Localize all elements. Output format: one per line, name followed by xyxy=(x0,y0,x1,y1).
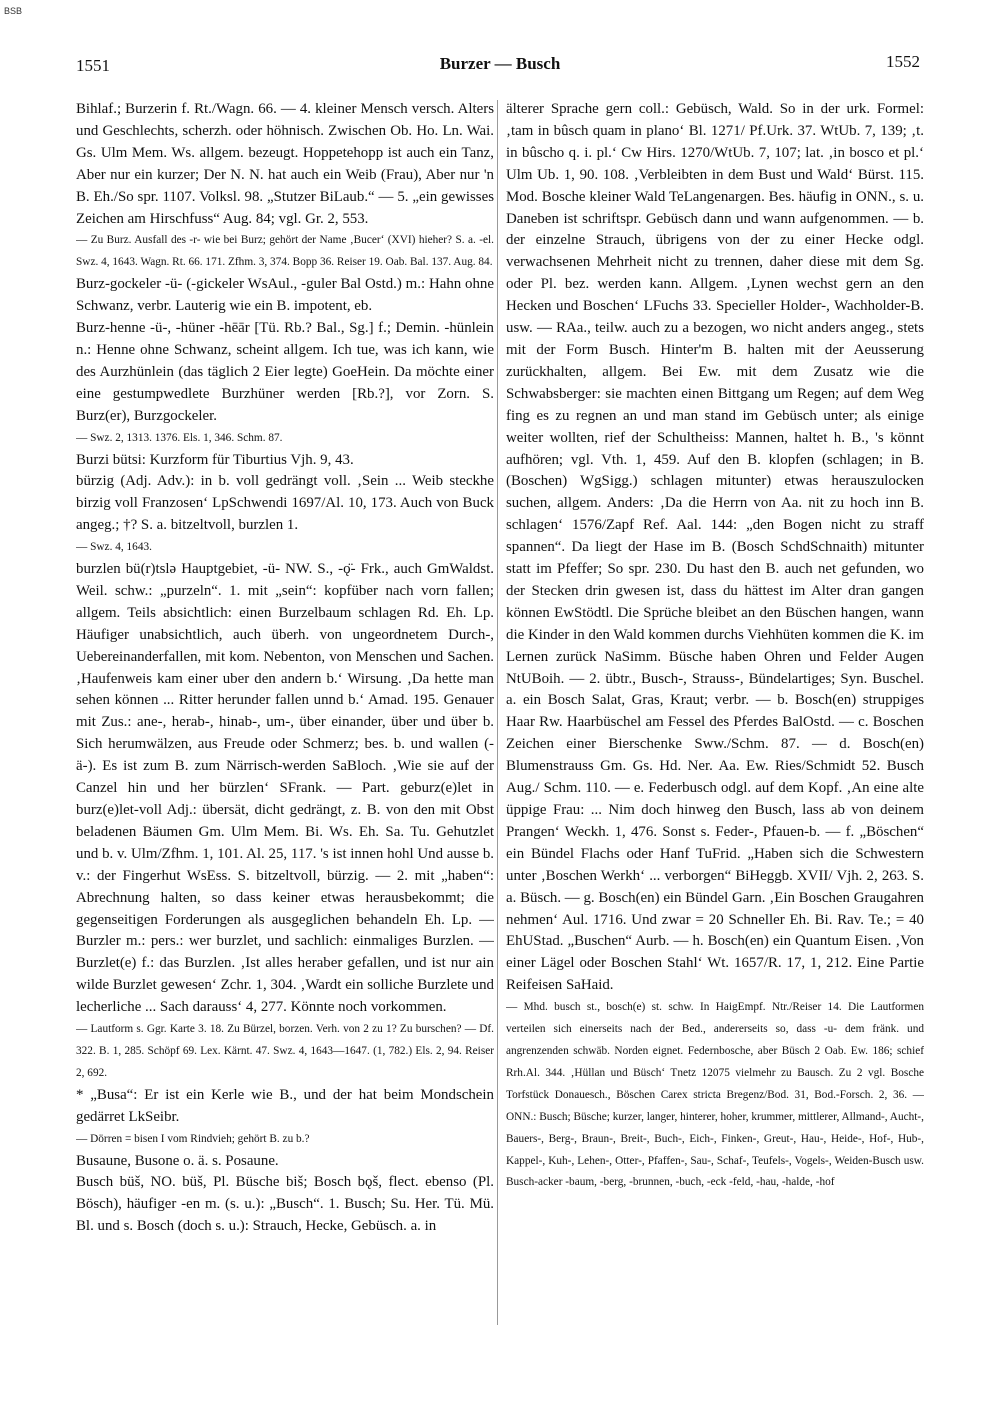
dictionary-paragraph: älterer Sprache gern coll.: Gebüsch, Wald. So in der urk. Formel: ‚tam in bûsch quam in plano‘ Bl. 1271/ Pf.Urk. 37. WtUb. 7, 139; ‚t. in bûscho q. i. pl.‘ Cw Hirs. 1270/WtUb. 7, 107; lat. ‚in bosco et pl.‘ Ulm Ub. 1, 90. 108. ‚Verbleibten in dem Bust und Wald‘ Bürst. 115. Mod. Bosche kleiner Wald TeLangenargen. Bes. häufig in ONN., s. u. Daneben ist schriftspr. Gebüsch dann und wann aufgenommen. — b. der einzelne Strauch, übrigens von der zu einer Hecke odgl. verwachsenen Mehrheit nicht zu trennen, daher diese mit dem Sg. oder Pl. bez. werden kann. Allgem. ‚Lynen wechst gern an den Hecken und Boschen‘ LFuchs 33. Specieller Holder-, Wachholder-B. usw. — RAa., teilw. auch zu a bezogen, wo nicht anders angeg., stets mit der Form Busch. Hinter'm B. halten mit der Aeusserung zurückhalten, allgem. Bei Ew. mit dem Zusatz wie die Schwabsberger: sie machten einen Bittgang um Regen; auf dem Weg fing es zu regnen an und man stand im Gebüsch unter; als einige weiter wollten, rief der Schultheiss: Mannen, haltet h. B., 's könnt aufhören; vgl. Vth. 1, 459. Auf den B. klopfen (schlagen; in B. (Boschen) WgSigg.) schlagen mitunter) etwas herauszulocken suchen, allgem. Anders: ‚Da die Herrn von Aa. nit zu hoch inn B. schlagen‘ 1576/Zapf Ref. Aal. 144: „den Bogen nicht zu straff spannen“. Da liegt der Hase im B. (Bosch SchdSchnaith) mitunter statt im Pfeffer; So spr. 230. Du hast den B. auch net gefunden, wo der Stecken drin gwesen ist, dass du hättest im Alter dran gangen können EwStödtl. Die Sprüche bleibet an den Büschen hangen, wann die Kinder in den Wald kommen durchs Viehhüten kommen die K. im Lernen zurück NaSimm. Büsche haben Ohren und Felder Augen NtUBoih. — 2. übtr., Busch-, Strauss-, Bündelartiges; Syn. Buschel. a. ein Bosch Salat, Gras, Kraut; verbr. — b. Bosch(en) struppiges Haar Rw. Haarbüschel am Fessel des Pferdes BalOstd. — c. Boschen Zeichen einer Bierschenke Sww./Schm. 87. — d. Bosch(en) Blumenstrauss Gm. Gs. Hd. Ner. Aa. Ew. Ries/Schmidt 52. Busch Aug./ Schm. 110. — e. Federbusch odgl. auf dem Kopf. ‚An eine alte üppige Frau: ... Nim doch hinweg den Busch, lass ab von deinem Prangen‘ Weckh. 1, 476. Sonst s. Feder-, Pfauen-b. — f. „Böschen“ ein Bündel Flachs oder Hanf TuFrid. „Haben sich die Schwestern unter ‚Boschen Werkh‘ ... verborgen“ BiHeggb. XVII/ Vjh. 2, 263. S. a. Büsch. — g. Bosch(en) ein Bündel Garn. ‚Ein Boschen Graugahren nehmen‘ Aul. 1716. Und zwar = 20 Schneller Eh. Bi. Rav. Te.; = 40 EhUStad. „Buschen“ Aurb. — h. Bosch(en) ein Quantum Eisen. ‚Von einer Lägel oder Boschen Stahl‘ Wt. 1657/R. 17, 1, 212. Eine Partie Reifeisen SaHaid. xyxy=(506,101,924,994)
dictionary-paragraph: Burz-henne -ü-, -hüner -hēār [Tü. Rb.? Bal., Sg.] f.; Demin. -hünlein n.: Henne ohne Schwanz, scheint allgem. Ich tue, was ich kann, wie des Aurzhünlein (das täglich 2 Eier legte) GoeHein. Da möchte einer eine gestumpwedlete Burzhüner werden [Rb.?], vor Zorn. S. Burz(er), Burzgockeler. xyxy=(76,320,494,424)
dictionary-paragraph: Burz-gockeler -ü- (-gickeler WsAul., -guler Bal Ostd.) m.: Hahn ohne Schwanz, verbr. Lauterig wie ein B. impotent, eb. xyxy=(76,276,494,315)
dictionary-paragraph: Busch büš, NO. büš, Pl. Büsche biš; Bosch bǫš, flect. ebenso (Pl. Bösch), häufiger -en m. (s. u.): „Busch“. 1. Busch; Su. Her. Tü. Mü. Bl. und s. Bosch (doch s. u.): Strauch, Hecke, Gebüsch. a. in xyxy=(76,1174,494,1235)
page-number-left: 1551 xyxy=(76,56,110,75)
column-divider xyxy=(497,100,498,1325)
dictionary-paragraph: — Lautform s. Ggr. Karte 3. 18. Zu Bürzel, borzen. Verh. von 2 zu 1? Zu burschen? — Df. 322. B. 1, 285. Schöpf 69. Lex. Kärnt. 47. Swz. 4, 1643—1647. (1, 782.) Els. 2, 94. Reiser 2, 692. xyxy=(76,1023,494,1079)
left-column xyxy=(76,99,494,1324)
dictionary-paragraph: Busaune, Busone o. ä. s. Posaune. xyxy=(76,1152,279,1169)
dictionary-paragraph: Burzi bütsi: Kurzform für Tiburtius Vjh. 9, 43. xyxy=(76,451,354,468)
dictionary-paragraph: Bihlaf.; Burzerin f. Rt./Wagn. 66. — 4. kleiner Mensch versch. Alters und Geschlechts, scherzh. oder höhnisch. Zwischen Ob. Ho. Ln. Wai. Gs. Ulm Mem. Ws. allgem. bezeugt. Hoppetehopp ist auch ein Tanz, Aber nur ein kurzer; Der N. N. hat auch ein Weib (Frau), Aber nur 'n B. Eh./So spr. 1107. Volksl. 98. „Stutzer BiLaub.“ — 5. „ein gewisses Zeichen am Hirschfuss“ Aug. 84; vgl. Gr. 2, 553. xyxy=(76,101,494,227)
dictionary-paragraph: — Swz. 4, 1643. xyxy=(76,541,152,554)
right-column xyxy=(506,99,924,1324)
page-number-right: 1552 xyxy=(886,52,920,71)
page-title: Burzer — Busch xyxy=(439,54,561,73)
dictionary-paragraph: — Zu Burz. Ausfall des -r- wie bei Burz; gehört der Name ‚Bucer‘ (XVI) hieher? S. a. -el. Swz. 4, 1643. Wagn. Rt. 66. 171. Zfhm. 3, 374. Bopp 36. Reiser 19. Oab. Bal. 137. Aug. 84. xyxy=(76,234,494,269)
dictionary-paragraph: — Mhd. busch st., bosch(e) st. schw. In HaigEmpf. Ntr./Reiser 14. Die Lautformen verteilen sich einerseits nach der Bed., andererseits so, dass -u- dem fränk. und angrenzenden schwäb. Norden eignet. Federnbosche, aber Büsch 2 Oab. Ew. 186; schief Rrh.Al. 344. ‚Hüllan und Büsch‘ Tnetz 12075 vielmehr zu Bausch. Zu 2 vgl. Bosche Torfstück Donauesch., Böschen Carex stricta Bregenz/Bod. 31, Bod.-Forsch. 2, 36. — ONN.: Busch; Büsche; kurzer, langer, hinterer, hoher, krummer, mittlerer, Allmand-, Aucht-, Bauers-, Berg-, Braun-, Breit-, Buch-, Eich-, Finken-, Greut-, Hau-, Heide-, Hof-, Hub-, Kappel-, Kuh-, Lehen-, Otter-, Pfaffen-, Sau-, Schaf-, Teufels-, Vogels-, Weiden-Busch usw. Busch-acker -baum, -berg, -brunnen, -buch, -eck -feld, -hau, -halde, -hof xyxy=(506,1001,924,1189)
library-stamp: BSB xyxy=(4,6,23,16)
dictionary-paragraph: — Swz. 2, 1313. 1376. Els. 1, 346. Schm. 87. xyxy=(76,431,283,444)
dictionary-paragraph: burzlen bü(r)tslə Hauptgebiet, -ü- NW. S., -ǫ̈- Frk., auch GmWaldst. Weil. schw.: „purzeln“. 1. mit „sein“: kopfüber nach vorn fallen; allgem. Teils absichtlich: einen Burzelbaum schlagen Rd. Eh. Lp. Häufiger unabsichtlich, auch überh. von ungeordnetem Durch-, Uebereinanderfallen, mit kom. Nebenton, von Menschen und Sachen. ‚Haufenweis kam einer uber den andern b.‘ Wirsung. ‚Da hette man sehen können ... Ritter herunder fallen unnd b.‘ Amad. 195. Genauer mit Zus.: ane-, herab-, hinab-, um-, über einander, über und über b. Sich herumwälzen, aus Freude oder Schmerz; bes. b. und wallen (-ä-). Es ist zum B. zum Närrisch-werden SaBloch. ‚Wie sie auf der Canzel hin und her bürzlen‘ SFrank. — Part. geburz(e)let in burz(e)let-voll Adj.: übersät, dicht gedrängt, z. B. von den mit Obst beladenen Bäumen Gm. Ulm Mem. Bi. Ws. Eh. Sa. Tu. Gehutzlet und b. v. Ulm/Zfhm. 1, 101. Al. 25, 117. 's ist innen hohl Und ausse b. v.: der Fingerhut WsEss. S. bitzeltvoll, bürzig. — 2. mit „haben“: Abrechnung halten, so dass keiner etwas herausbekommt; die gegenseitigen Forderungen als ausgeglichen behandeln Eh. Lp. — Burzler m.: pers.: wer burzlet, und sachlich: einmaliges Burzlen. — Burzlet(e) f.: das Burzlen. ‚Ist alles heraber gefallen, und ist nur ain wilde Burzlet gewesen‘ Zchr. 1, 304. ‚Wardt ein solliche Burzlete und lecherliche ... Sach darauss‘ 4, 277. Könnte noch vorkommen. xyxy=(76,561,494,1016)
page-header xyxy=(70,50,930,78)
dictionary-paragraph: bürzig (Adj. Adv.): in b. voll gedrängt voll. ‚Sein ... Weib steckhe birzig voll Franzosen‘ LpSchwendi 1697/Al. 10, 173. Auch von Buck angeg.; †? S. a. bitzeltvoll, burzlen 1. xyxy=(76,473,494,534)
dictionary-paragraph: * „Busa“: Er ist ein Kerle wie B., und der hat beim Mondschein gedärret LkSeibr. xyxy=(76,1086,494,1125)
dictionary-paragraph: — Dörren = bisen I vom Rindvieh; gehört B. zu b.? xyxy=(76,1132,310,1145)
